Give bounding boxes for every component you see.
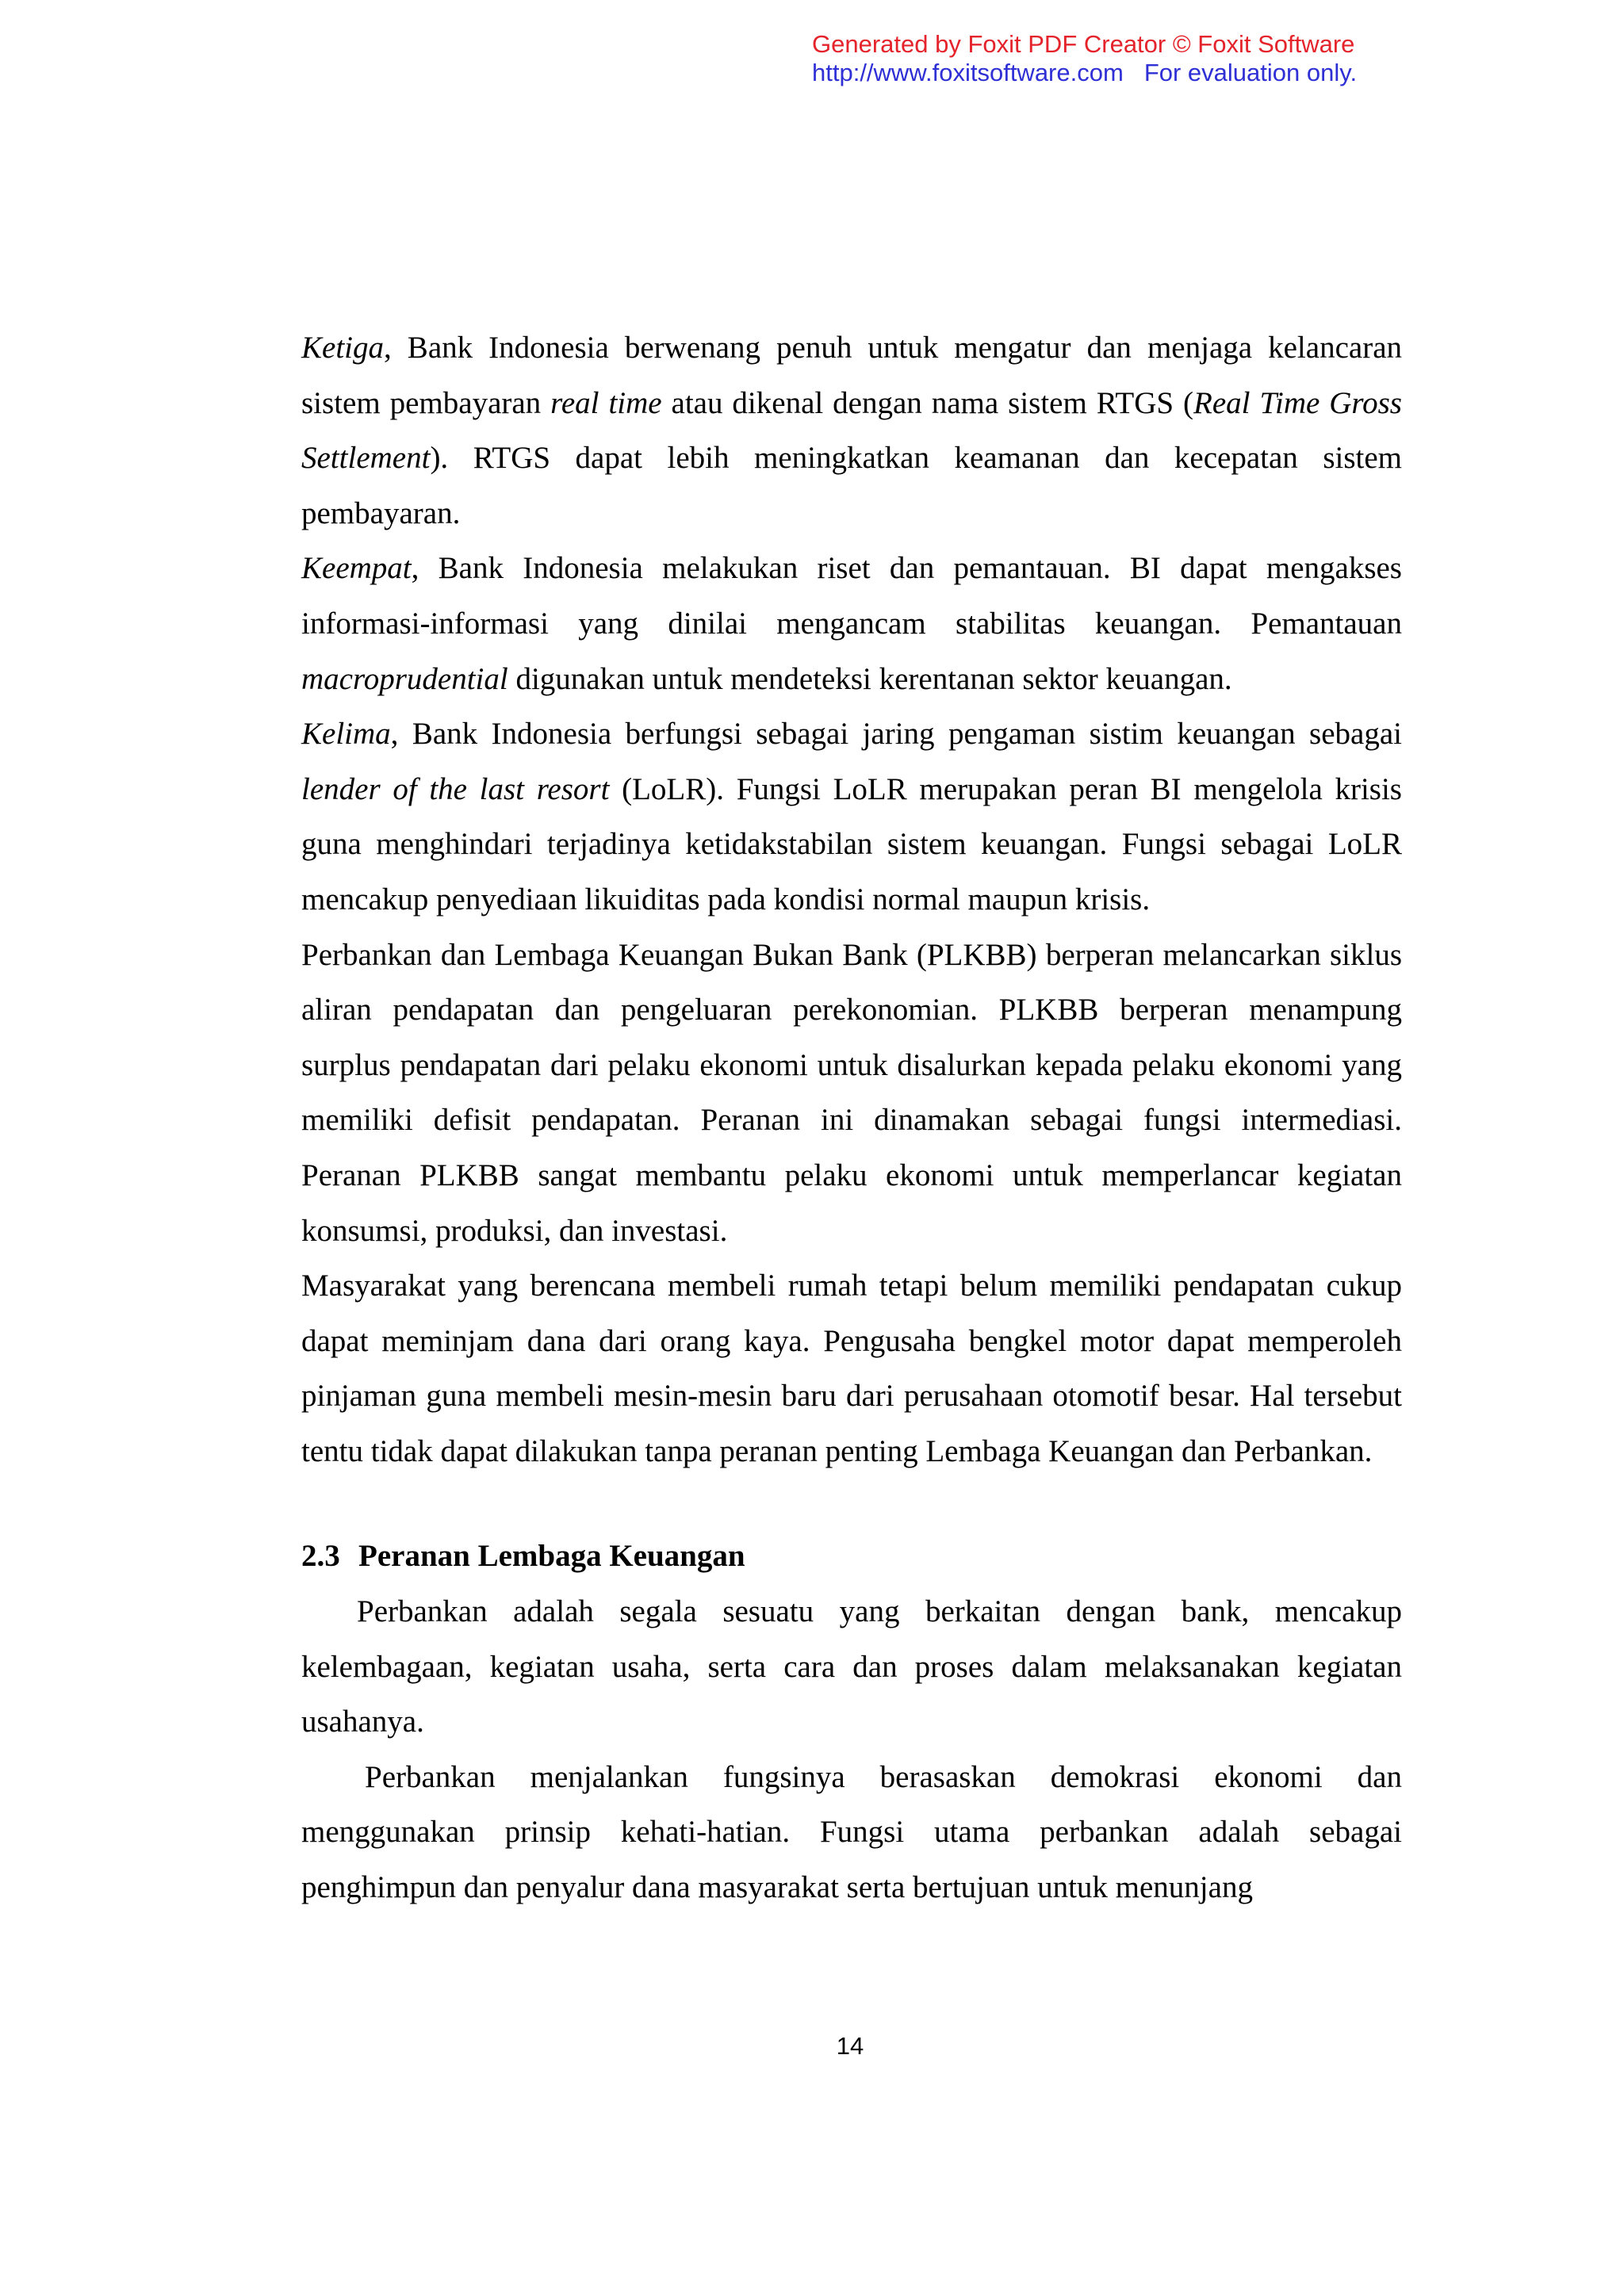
paragraph-masyarakat: Masyarakat yang berencana membeli rumah tetapi belum memiliki pendapatan cukup dapat meminjam dana dari orang kaya. Pengusaha bengkel motor dapat memperoleh pinjaman guna membeli mesin-mesin baru dari perusahaan otomotif besar. Hal tersebut tentu tidak dapat dilakukan tanpa peranan penting Lembaga Keuangan dan Perbankan.	[301, 1269, 1402, 1468]
foxit-watermark	[812, 30, 1526, 87]
text-run: (LoLR). Fungsi LoLR merupakan peran BI mengelola krisis guna menghindari terjadinya ketidakstabilan sistem keuangan. Fungsi sebagai LoLR mencakup penyediaan likuiditas pada kondisi normal maupun krisis.	[301, 771, 1402, 916]
term-kelima: Kelima	[301, 717, 391, 752]
watermark-line1: Generated by Foxit PDF Creator © Foxit Software	[812, 30, 1355, 58]
text-run: , Bank Indonesia berfungsi sebagai jaring pengaman sistim keuangan sebagai	[390, 717, 1402, 752]
term-ketiga: Ketiga	[301, 331, 384, 365]
page-body	[301, 320, 1402, 1915]
paragraph-keempat	[301, 541, 1402, 706]
term-macroprudential: macroprudential	[301, 661, 508, 696]
paragraph-ketiga	[301, 320, 1402, 541]
paragraph-plkbb: Perbankan dan Lembaga Keuangan Bukan Bank (PLKBB) berperan melancarkan siklus aliran pendapatan dan pengeluaran perekonomian. PLKBB berperan menampung surplus pendapatan dari pelaku ekonomi untuk disalurkan kepada pelaku ekonomi yang memiliki defisit pendapatan. Peranan ini dinamakan sebagai fungsi intermediasi. Peranan PLKBB sangat membantu pelaku ekonomi untuk memperlancar kegiatan konsumsi, produksi, dan investasi.	[301, 937, 1402, 1248]
page-number: 14	[836, 2032, 864, 2060]
section-paragraph: Perbankan menjalankan fungsinya berasaskan demokrasi ekonomi dan menggunakan prinsip kehati-hatian. Fungsi utama perbankan adalah sebagai penghimpun dan penyalur dana masyarakat serta bertujuan untuk menunjang	[301, 1759, 1402, 1905]
section-title: Peranan Lembaga Keuangan	[358, 1539, 745, 1574]
term-real-time: real time	[550, 385, 662, 420]
text-run: ). RTGS dapat lebih meningkatkan keamanan dan kecepatan sistem pembayaran.	[301, 441, 1402, 530]
text-run: , Bank Indonesia melakukan riset dan pemantauan. BI dapat mengakses informasi-informasi yang dinilai mengancam stabilitas keuangan. Pemantauan	[301, 551, 1402, 641]
watermark-line2	[812, 59, 1526, 87]
watermark-url: http://www.foxitsoftware.com	[812, 59, 1124, 86]
section-heading	[301, 1529, 1402, 1584]
text-run: atau dikenal dengan nama sistem RTGS (	[661, 385, 1194, 420]
paragraph-kelima	[301, 706, 1402, 927]
section-number: 2.3	[301, 1539, 340, 1574]
term-rtgs: Real Time Gross Settlement	[301, 385, 1402, 476]
section-paragraph: Perbankan adalah segala sesuatu yang berkaitan dengan bank, mencakup kelembagaan, kegiatan usaha, serta cara dan proses dalam melaksanakan kegiatan usahanya.	[301, 1594, 1402, 1739]
text-run: , Bank Indonesia berwenang penuh untuk mengatur dan menjaga kelancaran sistem pembayaran	[301, 331, 1402, 420]
watermark-note: For evaluation only.	[1143, 59, 1358, 86]
text-run: digunakan untuk mendeteksi kerentanan sektor keuangan.	[508, 661, 1232, 696]
term-keempat: Keempat	[301, 551, 412, 586]
term-lolr: lender of the last resort	[301, 771, 610, 806]
